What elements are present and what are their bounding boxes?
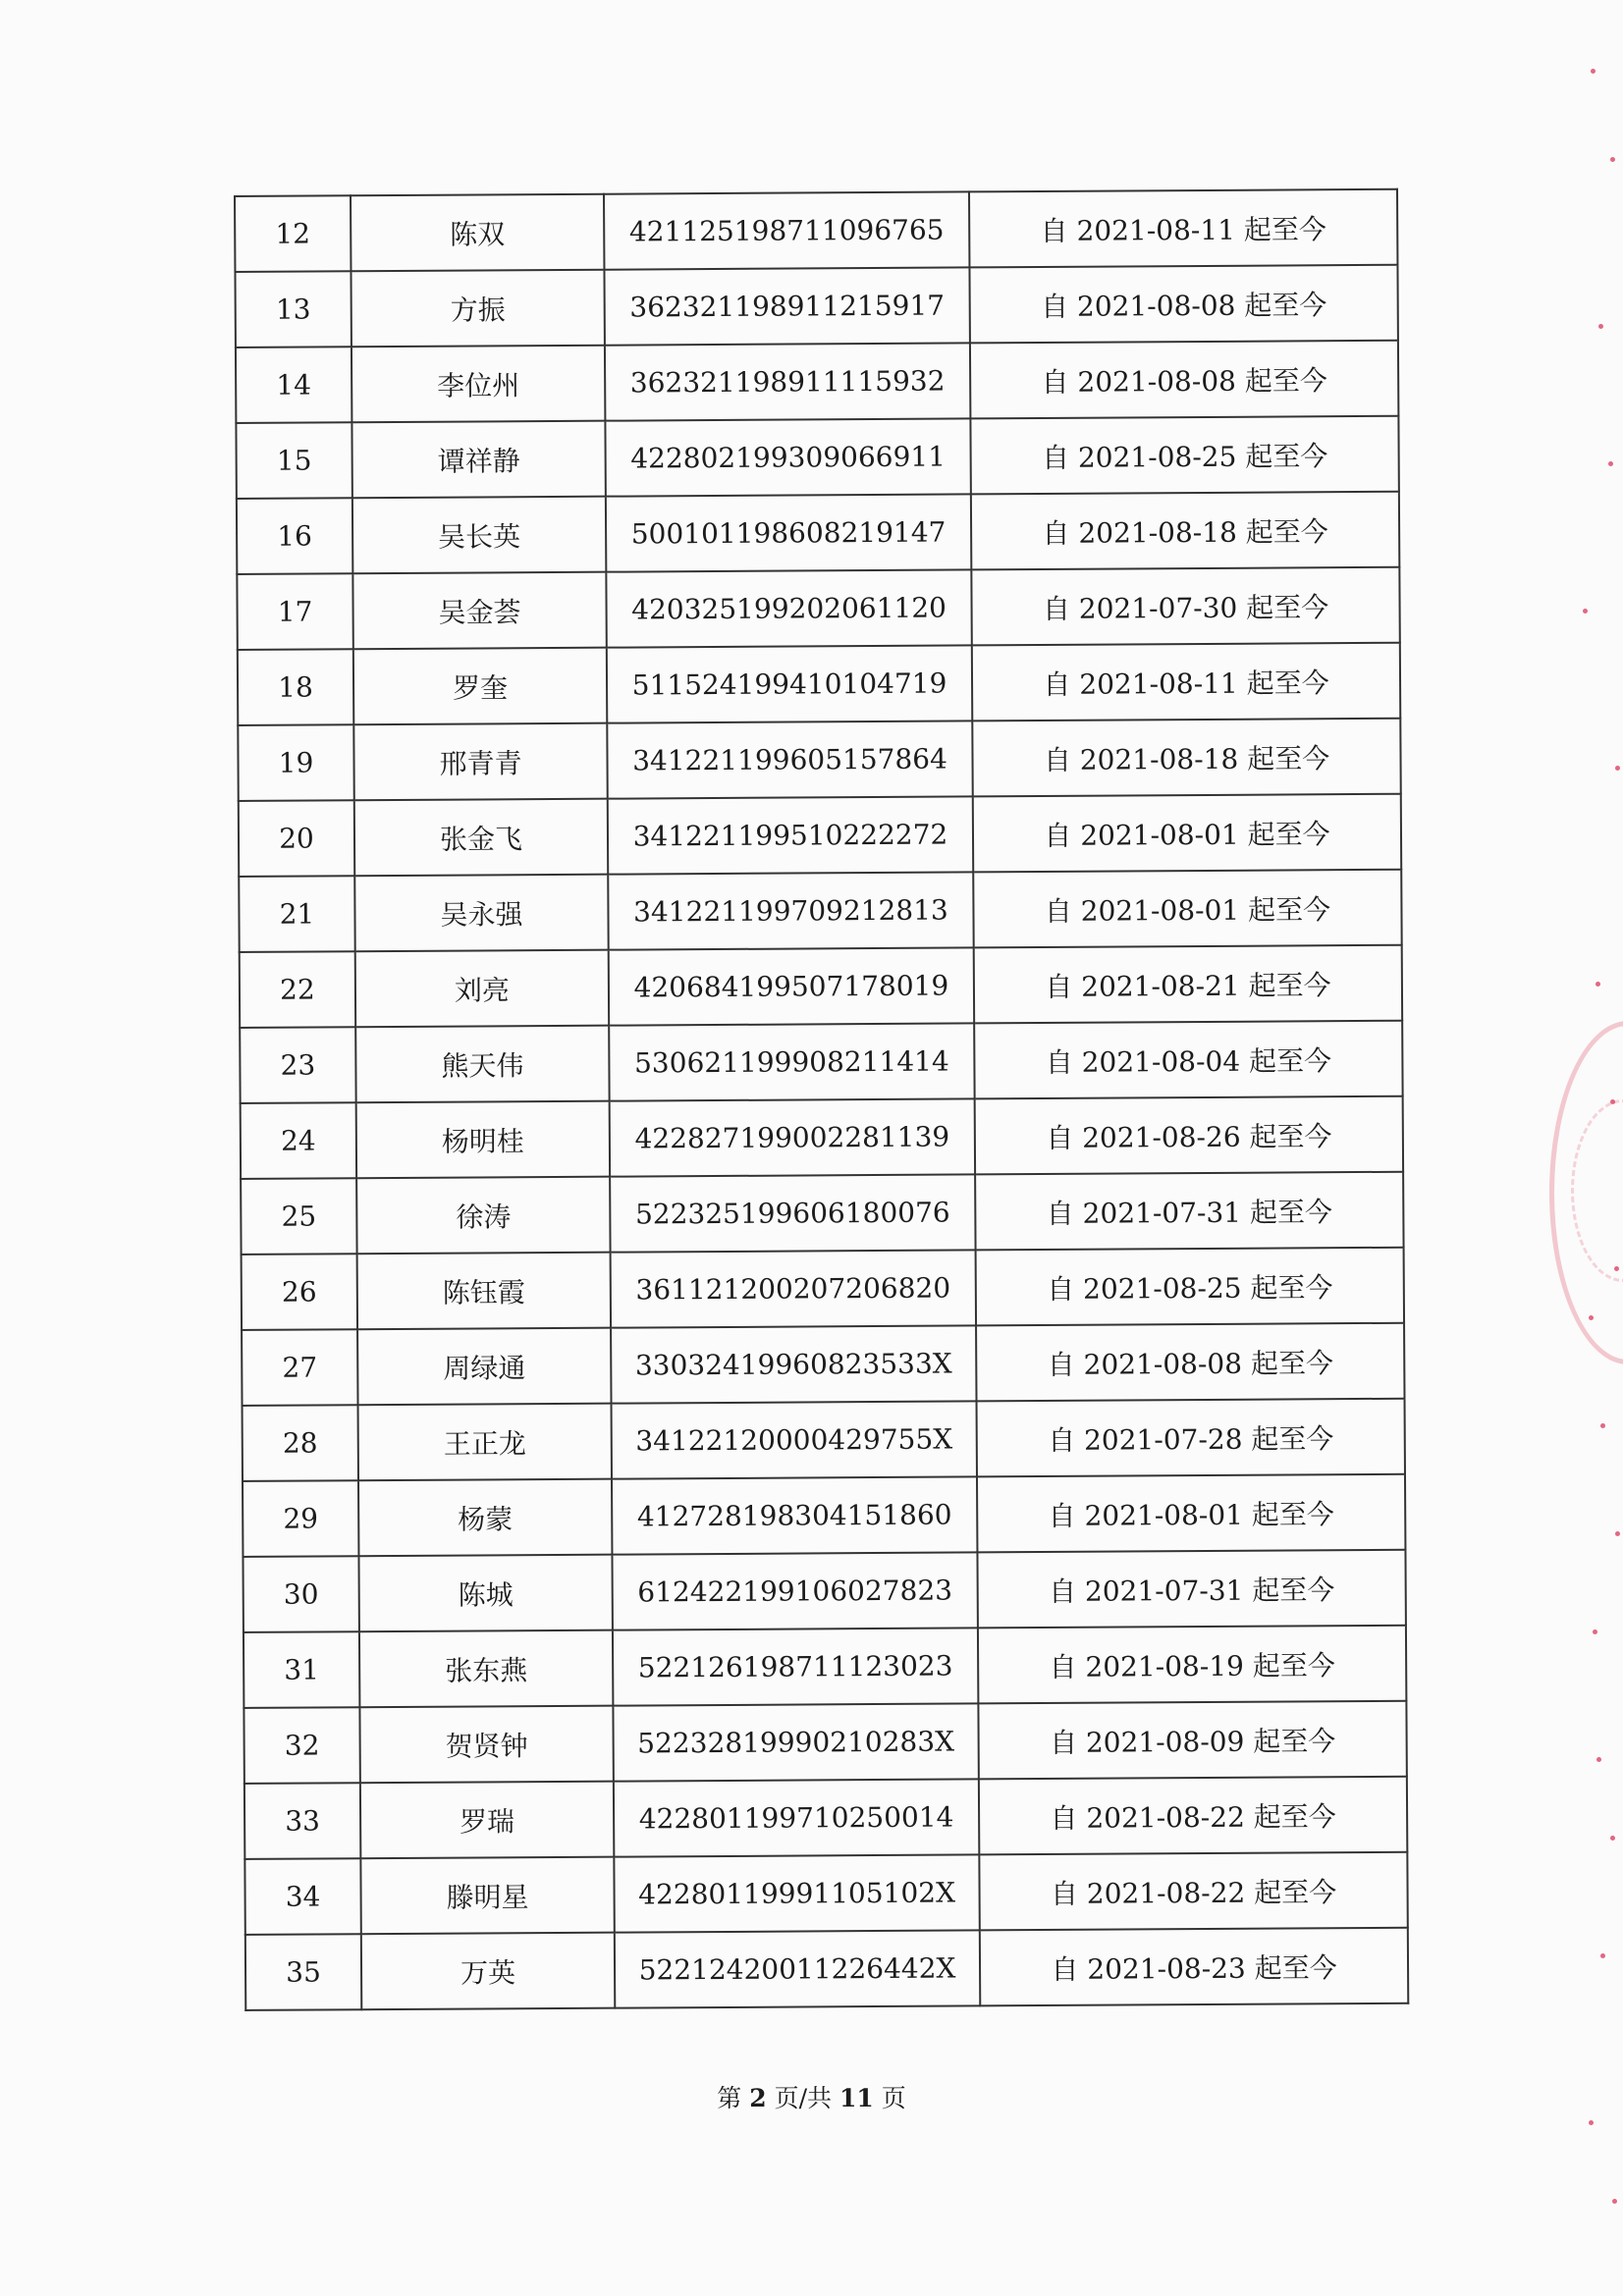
table-row xyxy=(237,567,1399,650)
person-name: 杨蒙 xyxy=(358,1479,612,1557)
footer-prefix: 第 xyxy=(717,2084,742,2112)
row-number: 20 xyxy=(239,800,354,877)
person-name: 吴永强 xyxy=(354,875,608,952)
id-number: 341221199709212813 xyxy=(608,872,973,949)
table-row xyxy=(242,1248,1404,1330)
id-number: 530621199908211414 xyxy=(609,1023,974,1100)
table-row xyxy=(244,1777,1407,1859)
row-number: 16 xyxy=(237,498,352,574)
stamp-speckle xyxy=(1615,766,1620,771)
stamp-speckle xyxy=(1615,1531,1620,1536)
employment-period: 自 2021-08-01 起至今 xyxy=(973,794,1401,873)
person-name: 张东燕 xyxy=(359,1630,613,1708)
stamp-speckle xyxy=(1610,1099,1615,1104)
id-number: 34122120000429755X xyxy=(612,1401,977,1478)
employment-period: 自 2021-08-08 起至今 xyxy=(976,1323,1404,1402)
id-number: 361121200207206820 xyxy=(611,1250,976,1327)
id-number: 522325199606180076 xyxy=(610,1174,975,1252)
employment-period: 自 2021-08-01 起至今 xyxy=(973,870,1401,948)
id-number: 362321198911215917 xyxy=(604,267,969,345)
stamp-speckle xyxy=(1610,1836,1615,1841)
id-number: 52232819990210283X xyxy=(613,1703,978,1781)
table-row xyxy=(243,1474,1405,1557)
table-row xyxy=(240,945,1402,1028)
employment-period: 自 2021-08-09 起至今 xyxy=(978,1701,1406,1780)
row-number: 17 xyxy=(237,573,352,650)
footer-page-number: 2 xyxy=(749,2084,767,2112)
id-number: 341221199510222272 xyxy=(608,796,973,874)
table-row xyxy=(239,870,1401,952)
person-name: 刘亮 xyxy=(355,950,609,1028)
row-number: 34 xyxy=(244,1858,360,1935)
employment-period: 自 2021-07-30 起至今 xyxy=(971,567,1399,646)
row-number: 25 xyxy=(241,1178,356,1255)
person-name: 邢青青 xyxy=(353,723,607,801)
stamp-speckle xyxy=(1612,2199,1617,2204)
person-name: 谭祥静 xyxy=(352,421,605,499)
id-number: 52212420011226442X xyxy=(615,1930,980,2007)
stamp-speckle xyxy=(1600,1953,1605,1958)
person-name: 陈钰霞 xyxy=(357,1253,611,1330)
row-number: 12 xyxy=(235,195,351,272)
id-number: 522126198711123023 xyxy=(613,1628,978,1705)
table-row xyxy=(238,719,1400,801)
table-row xyxy=(235,265,1397,347)
person-name: 罗奎 xyxy=(353,648,607,725)
stamp-speckle xyxy=(1598,324,1603,329)
person-name: 罗瑞 xyxy=(360,1782,614,1859)
employment-period: 自 2021-08-04 起至今 xyxy=(974,1021,1402,1099)
employment-period: 自 2021-08-25 起至今 xyxy=(976,1248,1404,1326)
person-name: 吴金荟 xyxy=(352,572,606,650)
table-row xyxy=(241,1172,1403,1255)
employment-period: 自 2021-08-01 起至今 xyxy=(977,1474,1405,1553)
table-row xyxy=(237,492,1399,574)
table-row xyxy=(238,643,1400,725)
table-row xyxy=(236,341,1398,423)
person-name: 李位州 xyxy=(352,346,605,423)
person-name: 陈双 xyxy=(351,194,604,272)
personnel-table-wrapper xyxy=(234,188,1399,2011)
employment-period: 自 2021-08-18 起至今 xyxy=(972,719,1400,797)
stamp-speckle xyxy=(1608,461,1613,466)
employment-period: 自 2021-08-23 起至今 xyxy=(980,1928,1408,2006)
id-number: 341221199605157864 xyxy=(607,721,972,798)
row-number: 14 xyxy=(236,347,352,423)
id-number: 420684199507178019 xyxy=(609,947,974,1025)
employment-period: 自 2021-08-22 起至今 xyxy=(979,1777,1407,1855)
person-name: 滕明星 xyxy=(360,1857,614,1935)
employment-period: 自 2021-08-25 起至今 xyxy=(970,416,1398,495)
row-number: 28 xyxy=(243,1405,358,1481)
employment-period: 自 2021-08-11 起至今 xyxy=(972,643,1400,721)
person-name: 万英 xyxy=(361,1933,615,2010)
id-number: 362321198911115932 xyxy=(605,343,970,420)
row-number: 18 xyxy=(238,649,353,725)
row-number: 26 xyxy=(242,1254,357,1330)
stamp-speckle xyxy=(1593,1629,1597,1634)
employment-period: 自 2021-08-22 起至今 xyxy=(979,1852,1407,1931)
person-name: 张金飞 xyxy=(354,799,608,877)
employment-period: 自 2021-08-19 起至今 xyxy=(978,1626,1406,1704)
table-row xyxy=(243,1550,1405,1632)
stamp-speckle xyxy=(1583,609,1588,614)
person-name: 方振 xyxy=(351,270,604,347)
person-name: 陈城 xyxy=(358,1555,612,1632)
row-number: 29 xyxy=(243,1480,358,1557)
row-number: 23 xyxy=(240,1027,355,1103)
row-number: 19 xyxy=(238,724,353,801)
table-body xyxy=(235,189,1408,2010)
footer-total-pages: 11 xyxy=(839,2084,874,2112)
employment-period: 自 2021-08-18 起至今 xyxy=(971,492,1399,570)
stamp-speckle xyxy=(1589,1315,1594,1320)
table-row xyxy=(244,1852,1407,1935)
table-row xyxy=(243,1626,1406,1708)
row-number: 35 xyxy=(245,1934,361,2010)
table-row xyxy=(235,189,1397,272)
stamp-speckle xyxy=(1596,982,1600,987)
stamp-speckle xyxy=(1600,1423,1605,1428)
stamp-speckle xyxy=(1596,1757,1601,1762)
id-number: 420325199202061120 xyxy=(606,569,971,647)
employment-period: 自 2021-07-28 起至今 xyxy=(977,1399,1405,1477)
person-name: 贺贤钟 xyxy=(359,1706,613,1784)
stamp-speckle xyxy=(1610,157,1615,162)
employment-period: 自 2021-07-31 起至今 xyxy=(977,1550,1405,1629)
employment-period: 自 2021-08-26 起至今 xyxy=(975,1096,1403,1175)
page-footer xyxy=(0,2079,1623,2114)
id-number: 422827199002281139 xyxy=(610,1098,975,1176)
table-row xyxy=(236,416,1398,499)
id-number: 42280119991105102X xyxy=(614,1854,979,1932)
footer-middle: 页/共 xyxy=(774,2084,833,2112)
person-name: 周绿通 xyxy=(357,1328,611,1406)
row-number: 32 xyxy=(243,1707,359,1784)
person-name: 徐涛 xyxy=(356,1177,610,1255)
id-number: 422801199710250014 xyxy=(614,1779,979,1856)
stamp-speckle xyxy=(1591,69,1596,74)
table-row xyxy=(241,1096,1403,1179)
id-number: 33032419960823533X xyxy=(611,1325,976,1403)
employment-period: 自 2021-08-11 起至今 xyxy=(969,189,1397,268)
stamp-speckle xyxy=(1589,2120,1594,2125)
table-row xyxy=(245,1928,1408,2010)
table-row xyxy=(239,794,1401,877)
row-number: 13 xyxy=(235,271,351,347)
employment-period: 自 2021-08-21 起至今 xyxy=(974,945,1402,1024)
employment-period: 自 2021-07-31 起至今 xyxy=(975,1172,1403,1251)
row-number: 33 xyxy=(244,1783,360,1859)
personnel-table xyxy=(234,188,1409,2011)
row-number: 22 xyxy=(240,951,355,1028)
row-number: 21 xyxy=(239,876,354,952)
id-number: 500101198608219147 xyxy=(606,494,971,571)
footer-suffix: 页 xyxy=(881,2084,906,2112)
table-row xyxy=(243,1701,1406,1784)
row-number: 27 xyxy=(242,1329,357,1406)
person-name: 杨明桂 xyxy=(356,1101,610,1179)
person-name: 王正龙 xyxy=(358,1404,612,1481)
id-number: 511524199410104719 xyxy=(607,645,972,722)
id-number: 412728198304151860 xyxy=(612,1476,977,1554)
id-number: 422802199309066911 xyxy=(605,418,970,496)
employment-period: 自 2021-08-08 起至今 xyxy=(969,265,1397,344)
stamp-speckle xyxy=(1614,1266,1619,1271)
id-number: 612422199106027823 xyxy=(612,1552,977,1629)
employment-period: 自 2021-08-08 起至今 xyxy=(970,341,1398,419)
row-number: 31 xyxy=(243,1631,359,1708)
row-number: 15 xyxy=(236,422,352,499)
person-name: 吴长英 xyxy=(352,497,606,574)
table-row xyxy=(240,1021,1402,1103)
table-row xyxy=(242,1323,1404,1406)
person-name: 熊天伟 xyxy=(355,1026,609,1103)
id-number: 421125198711096765 xyxy=(604,191,969,269)
table-row xyxy=(243,1399,1405,1481)
row-number: 30 xyxy=(243,1556,358,1632)
row-number: 24 xyxy=(241,1102,356,1179)
